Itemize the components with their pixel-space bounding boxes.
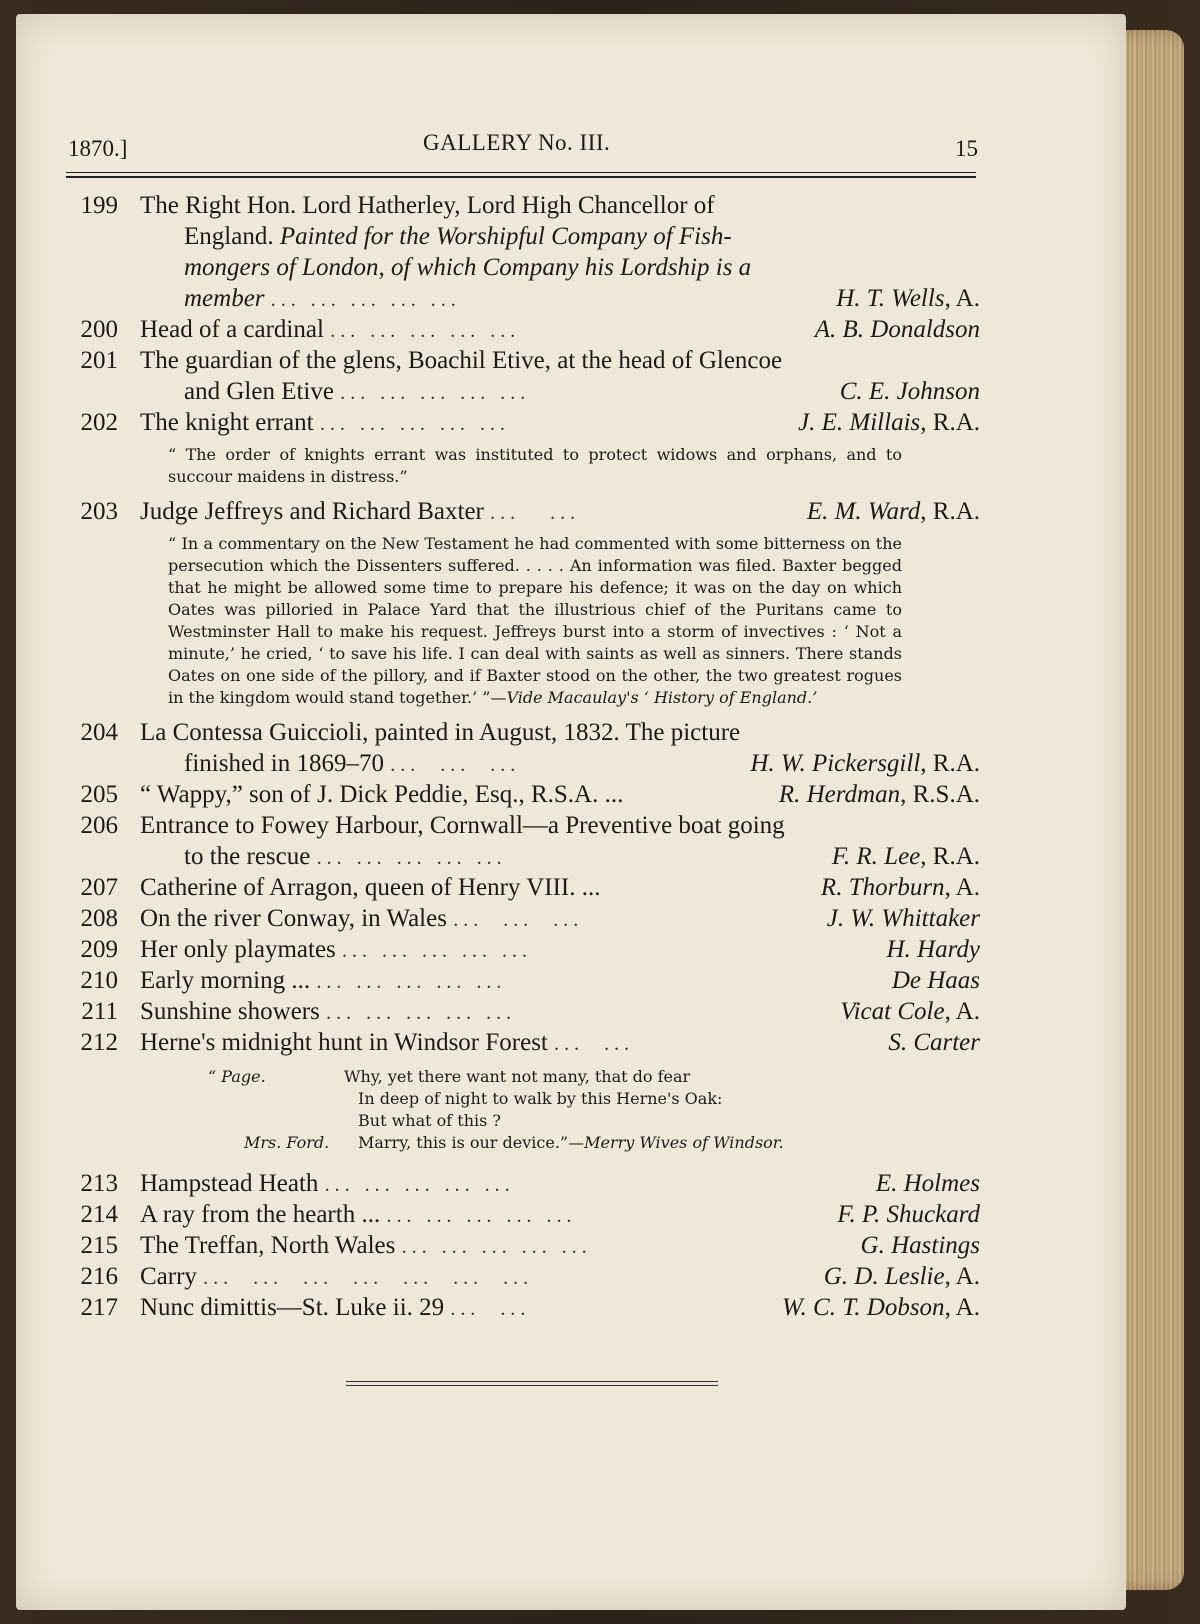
verse-quote <box>68 1066 980 1158</box>
entry-number: 211 <box>81 998 118 1025</box>
leader-dots: ... ... ... ... ... <box>319 413 510 435</box>
verse-speaker: Mrs. Ford. <box>244 1133 330 1152</box>
catalogue-entry <box>68 934 980 965</box>
leader-dots: ... ... ... ... ... <box>386 1205 577 1227</box>
entry-title: A ray from the hearth ... <box>140 1201 381 1228</box>
entry-note-cont: mongers of London, of which Company his Lordship is a <box>184 254 752 281</box>
entry-number: 216 <box>80 1263 118 1290</box>
catalogue-entry <box>68 810 980 872</box>
leader-dots: ... ... ... ... ... <box>330 320 521 342</box>
entry-artist: E. M. Ward, R.A. <box>806 498 980 525</box>
entry-number: 206 <box>80 812 118 839</box>
catalogue-entry <box>68 407 980 438</box>
header-rule-double <box>66 176 976 178</box>
catalogue-entry <box>68 190 980 314</box>
entry-number: 215 <box>80 1232 118 1259</box>
entry-number: 201 <box>80 347 118 374</box>
catalogue-entry <box>68 872 980 903</box>
catalogue-entry <box>68 717 980 779</box>
entry-number: 212 <box>80 1029 118 1056</box>
catalogue-entry <box>68 1230 980 1261</box>
end-rule <box>346 1381 718 1382</box>
verse-line: In deep of night to walk by this Herne's Oak: <box>358 1089 723 1108</box>
catalogue-entry <box>68 779 980 810</box>
entry-artist: J. E. Millais, R.A. <box>798 409 980 436</box>
entry-title: “ Wappy,” son of J. Dick Peddie, Esq., R.S.A. ... <box>140 781 624 808</box>
entry-artist: H. Hardy <box>886 936 980 963</box>
entry-number: 200 <box>80 316 118 343</box>
catalogue-entry <box>68 1199 980 1230</box>
leader-dots: ... ... ... ... ... <box>316 847 507 869</box>
entry-artist: Vicat Cole, A. <box>840 998 980 1025</box>
entry-title: Entrance to Fowey Harbour, Cornwall—a Preventive boat going <box>140 812 785 839</box>
entry-title: Herne's midnight hunt in Windsor Forest <box>140 1029 548 1056</box>
page-number: 15 <box>955 136 978 161</box>
entry-title: Early morning ... <box>140 967 311 994</box>
entry-title-cont: England. <box>184 223 274 250</box>
entry-artist: F. R. Lee, R.A. <box>831 843 980 870</box>
entry-title: The guardian of the glens, Boachil Etive, at the head of Glencoe <box>140 347 783 374</box>
entry-number: 213 <box>80 1170 118 1197</box>
entry-quote: “ In a commentary on the New Testament he had commented with some bitterness on the persecution which the Dissenters suffered. . . . . An information was filed. Baxter begged that he might be allowed some time to prepare his defence; it was on the day on which Oates was pilloried in Palace Yard that the illustrious chief of the Puritans came to Westminster Hall to make his request. Jeffreys burst into a storm of invectives : ‘ Not a minute,’ he cried, ‘ to save his life. I can deal with saints as well as sinners. There stands Oates on one side of the pillory, and if Baxter stood on the other, the two greatest rogues in the kingdom would stand together.’ ”—Vide Macaulay's ‘ History of England.’ <box>168 534 902 707</box>
entry-artist: G. Hastings <box>860 1232 980 1259</box>
entry-artist: F. P. Shuckard <box>837 1201 980 1228</box>
entry-number: 210 <box>80 967 118 994</box>
entry-artist: S. Carter <box>888 1029 980 1056</box>
entry-title-cont: to the rescue <box>184 843 311 870</box>
entry-title-cont: and Glen Etive <box>184 378 334 405</box>
entry-title-cont: finished in 1869–70 <box>184 750 384 777</box>
running-header <box>68 126 978 162</box>
entry-title: Judge Jeffreys and Richard Baxter <box>140 498 484 525</box>
leader-dots: ... ... <box>490 502 581 524</box>
entry-number: 204 <box>80 719 118 746</box>
entry-quote: “ The order of knights errant was instituted to protect widows and orphans, and to succour maidens in distress.” <box>168 445 902 486</box>
leader-dots: ... ... ... ... ... <box>326 1002 517 1024</box>
header-rule <box>66 172 976 173</box>
entry-number: 217 <box>80 1294 118 1321</box>
entry-title: Head of a cardinal <box>140 316 324 343</box>
entry-number: 199 <box>80 192 118 219</box>
entry-number: 214 <box>80 1201 118 1228</box>
entry-number: 205 <box>80 781 118 808</box>
leader-dots: ... ... ... <box>390 754 521 776</box>
entry-title: Carry <box>140 1263 197 1290</box>
verse-line: Why, yet there want not many, that do fear <box>344 1067 691 1086</box>
catalogue-entry <box>68 1168 980 1199</box>
entry-title: Hampstead Heath <box>140 1170 319 1197</box>
entry-number: 208 <box>80 905 118 932</box>
leader-dots: ... ... ... ... ... <box>270 289 461 311</box>
entry-artist: R. Herdman, R.S.A. <box>778 781 980 808</box>
entry-title: The knight errant <box>140 409 314 436</box>
entry-title: Catherine of Arragon, queen of Henry VIII. ... <box>140 874 601 901</box>
end-rule-double <box>346 1385 718 1386</box>
entry-list <box>68 190 980 1323</box>
quote-source: Vide Macaulay's ‘ History of England.’ <box>506 688 818 707</box>
entry-artist: W. C. T. Dobson, A. <box>782 1294 980 1321</box>
entry-title: The Treffan, North Wales <box>140 1232 396 1259</box>
leader-dots: ... ... <box>450 1298 531 1320</box>
entry-artist: De Haas <box>891 967 980 994</box>
entry-title: Nunc dimittis—St. Luke ii. 29 <box>140 1294 445 1321</box>
entry-artist: J. W. Whittaker <box>826 905 980 932</box>
entry-artist: C. E. Johnson <box>839 378 980 405</box>
catalogue-entry <box>68 1027 980 1058</box>
leader-dots: ... ... ... ... ... <box>340 382 531 404</box>
catalogue-entry <box>68 496 980 527</box>
catalogue-entry <box>68 903 980 934</box>
verse-line: Marry, this is our device.”—Merry Wives of Windsor. <box>358 1133 784 1152</box>
entry-title: The Right Hon. Lord Hatherley, Lord High Chancellor of <box>140 192 715 219</box>
leader-dots: ... ... ... ... ... <box>324 1174 515 1196</box>
header-gallery: GALLERY No. III. <box>423 130 611 155</box>
leader-dots: ... ... <box>554 1033 635 1055</box>
entry-artist: E. Holmes <box>875 1170 980 1197</box>
entry-artist: H. T. Wells, A. <box>836 285 980 312</box>
entry-note: Painted for the Worshipful Company of Fish- <box>279 223 732 250</box>
entry-number: 203 <box>80 498 118 525</box>
leader-dots: ... ... ... ... ... ... ... <box>203 1267 534 1289</box>
entry-artist: R. Thorburn, A. <box>820 874 980 901</box>
catalogue-entry <box>68 1292 980 1323</box>
entry-title: La Contessa Guiccioli, painted in August, 1832. The picture <box>140 719 741 746</box>
catalogue-entry <box>68 1261 980 1292</box>
leader-dots: ... ... ... ... ... <box>401 1236 592 1258</box>
verse-line: But what of this ? <box>358 1111 501 1130</box>
catalogue-entry <box>68 345 980 407</box>
header-year: 1870.] <box>68 136 128 161</box>
entry-number: 202 <box>80 409 118 436</box>
entry-title: Sunshine showers <box>140 998 320 1025</box>
catalogue-entry <box>68 314 980 345</box>
entry-note-end: member <box>184 285 265 312</box>
catalogue-entry <box>68 996 980 1027</box>
verse-speaker: “ Page. <box>208 1067 266 1086</box>
catalogue-entry <box>68 965 980 996</box>
entry-title: On the river Conway, in Wales <box>140 905 447 932</box>
entry-artist: H. W. Pickersgill, R.A. <box>750 750 980 777</box>
entry-artist: A. B. Donaldson <box>814 316 980 343</box>
leader-dots: ... ... ... ... ... <box>316 971 507 993</box>
entry-number: 209 <box>80 936 118 963</box>
entry-number: 207 <box>80 874 118 901</box>
verse-source: Merry Wives of Windsor. <box>584 1133 784 1152</box>
catalogue-page <box>16 14 1126 1610</box>
entry-title: Her only playmates <box>140 936 336 963</box>
entry-artist: G. D. Leslie, A. <box>823 1263 980 1290</box>
leader-dots: ... ... ... <box>453 909 584 931</box>
leader-dots: ... ... ... ... ... <box>342 940 533 962</box>
